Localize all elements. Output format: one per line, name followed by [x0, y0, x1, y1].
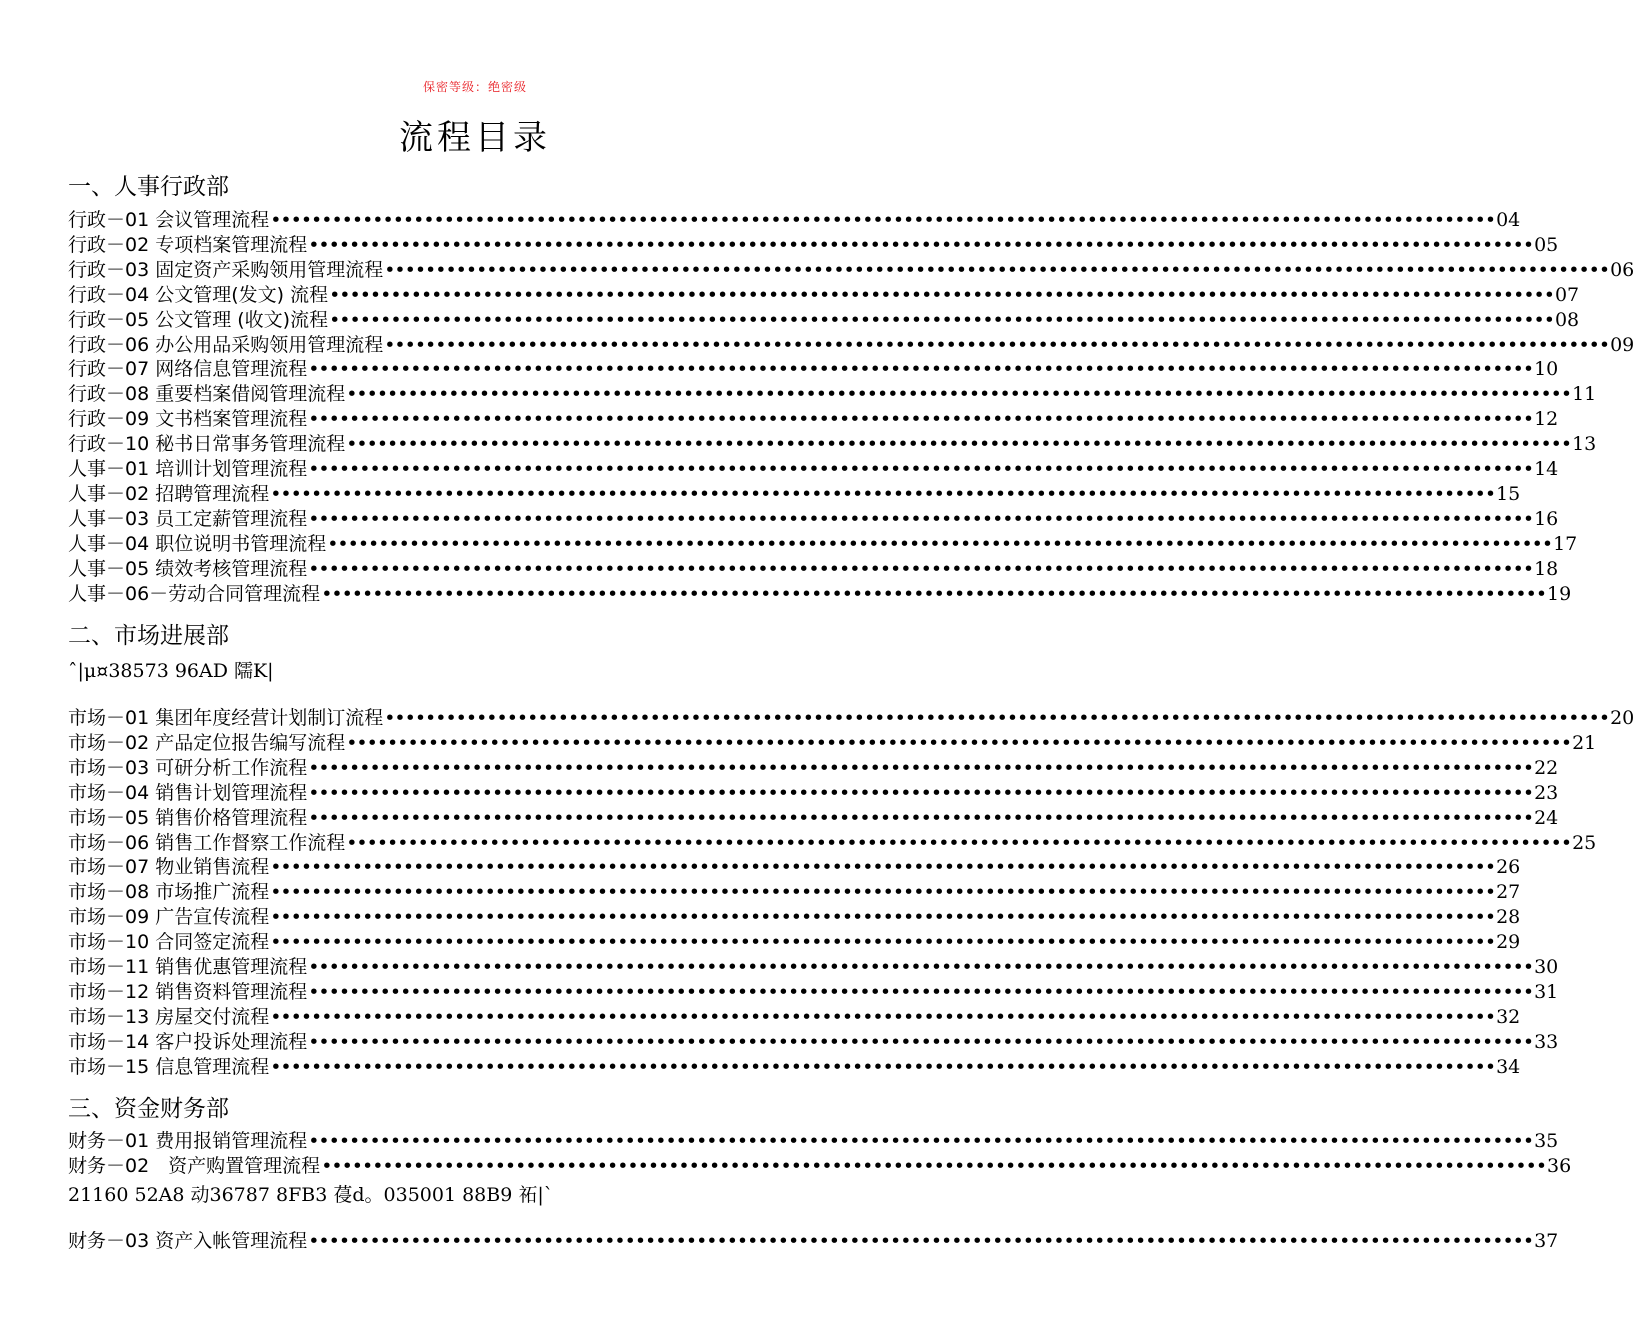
toc-entry-label: 市场－01 集团年度经营计划制订流程: [68, 707, 384, 729]
toc-entry-label: 市场－07 物业销售流程: [68, 856, 270, 878]
toc-entry-page: 05: [1534, 234, 1559, 256]
dot-leader: ••••••••••••••••••••••••••••••••••••••••••••••••••••••••••••••••••••••••••••••••••••••••••••••••••••••••••••••••••••••••: [329, 309, 1554, 331]
toc-entry[interactable]: [68, 1229, 1559, 1254]
toc-entry-page: 09: [1610, 334, 1634, 356]
toc-entry[interactable]: [68, 706, 1634, 731]
toc-entry[interactable]: [68, 980, 1559, 1005]
toc-entry-page: 29: [1496, 931, 1521, 953]
toc-entry-page: 15: [1496, 483, 1521, 505]
dot-leader: ••••••••••••••••••••••••••••••••••••••••••••••••••••••••••••••••••••••••••••••••••••••••••••••••••••••••••••••••••••••••: [308, 458, 1534, 480]
dot-leader: ••••••••••••••••••••••••••••••••••••••••••••••••••••••••••••••••••••••••••••••••••••••••••••••••••••••••••••••••••••••••: [270, 906, 1496, 928]
toc-entry[interactable]: [68, 880, 1521, 905]
toc-entry-page: 04: [1496, 209, 1521, 231]
toc-entry-page: 34: [1496, 1056, 1521, 1078]
toc-entry-page: 35: [1534, 1130, 1559, 1152]
toc-entry[interactable]: [68, 930, 1521, 955]
toc-entry-label: 人事－01 培训计划管理流程: [68, 458, 308, 480]
toc-entry-label: 行政－10 秘书日常事务管理流程: [68, 433, 346, 455]
toc-entry-page: 36: [1547, 1155, 1572, 1177]
garbled-text: ˆ|μ¤38573 96AD 隭K|: [68, 660, 274, 682]
toc-entry[interactable]: [68, 507, 1559, 532]
dot-leader: ••••••••••••••••••••••••••••••••••••••••••••••••••••••••••••••••••••••••••••••••••••••••••••••••••••••••••••••••••••••••: [346, 832, 1572, 854]
toc-entry[interactable]: [68, 283, 1580, 308]
dot-leader: ••••••••••••••••••••••••••••••••••••••••••••••••••••••••••••••••••••••••••••••••••••••••••••••••••••••••••••••••••••••••: [308, 1230, 1534, 1252]
toc-entry-page: 08: [1554, 309, 1580, 331]
toc-entry-page: 16: [1534, 508, 1559, 530]
toc-entry[interactable]: [68, 333, 1634, 358]
toc-entry-label: 市场－04 销售计划管理流程: [68, 782, 308, 804]
toc-entry-label: 市场－10 合同签定流程: [68, 931, 270, 953]
toc-entry-page: 23: [1534, 782, 1559, 804]
dot-leader: ••••••••••••••••••••••••••••••••••••••••••••••••••••••••••••••••••••••••••••••••••••••••••••••••••••••••••••••••••••••••: [308, 956, 1534, 978]
toc-entry[interactable]: [68, 532, 1578, 557]
toc-entry-page: 25: [1572, 832, 1597, 854]
dot-leader: ••••••••••••••••••••••••••••••••••••••••••••••••••••••••••••••••••••••••••••••••••••••••••••••••••••••••••••••••••••••••: [321, 583, 1547, 605]
dot-leader: ••••••••••••••••••••••••••••••••••••••••••••••••••••••••••••••••••••••••••••••••••••••••••••••••••••••••••••••••••••••••: [308, 408, 1534, 430]
section-heading: 一、人事行政部: [68, 174, 229, 200]
dot-leader: ••••••••••••••••••••••••••••••••••••••••••••••••••••••••••••••••••••••••••••••••••••••••••••••••••••••••••••••••••••••••: [384, 707, 1610, 729]
toc-entry-page: 26: [1496, 856, 1521, 878]
toc-entry[interactable]: [68, 905, 1521, 930]
toc-entry-page: 21: [1572, 732, 1597, 754]
dot-leader: ••••••••••••••••••••••••••••••••••••••••••••••••••••••••••••••••••••••••••••••••••••••••••••••••••••••••••••••••••••••••: [270, 856, 1496, 878]
toc-entry-label: 市场－08 市场推广流程: [68, 881, 270, 903]
toc-entry[interactable]: [68, 731, 1597, 756]
toc-entry[interactable]: [68, 457, 1559, 482]
toc-entry-page: 20: [1610, 707, 1634, 729]
toc-entry-label: 市场－11 销售优惠管理流程: [68, 956, 308, 978]
toc-entry-page: 14: [1534, 458, 1559, 480]
classification-label: 保密等级：绝密级: [422, 80, 527, 94]
toc-entry-page: 30: [1534, 956, 1559, 978]
dot-leader: ••••••••••••••••••••••••••••••••••••••••••••••••••••••••••••••••••••••••••••••••••••••••••••••••••••••••••••••••••••••••: [270, 881, 1496, 903]
toc-entry[interactable]: [68, 955, 1559, 980]
toc-entry-page: 37: [1534, 1230, 1559, 1252]
toc-entry-label: 财务－02 资产购置管理流程: [68, 1155, 321, 1177]
dot-leader: ••••••••••••••••••••••••••••••••••••••••••••••••••••••••••••••••••••••••••••••••••••••••••••••••••••••••••••••••••••••••: [308, 508, 1534, 530]
toc-entry[interactable]: [68, 308, 1580, 333]
toc-entry-label: 行政－06 办公用品采购领用管理流程: [68, 334, 384, 356]
toc-entry-page: 32: [1496, 1006, 1521, 1028]
dot-leader: ••••••••••••••••••••••••••••••••••••••••••••••••••••••••••••••••••••••••••••••••••••••••••••••••••••••••••••••••••••••••: [270, 1056, 1496, 1078]
toc-entry[interactable]: [68, 781, 1559, 806]
toc-entry[interactable]: [68, 1005, 1521, 1030]
toc-entry-label: 市场－06 销售工作督察工作流程: [68, 832, 346, 854]
toc-entry-label: 市场－09 广告宣传流程: [68, 906, 270, 928]
toc-entry-label: 行政－07 网络信息管理流程: [68, 358, 308, 380]
dot-leader: ••••••••••••••••••••••••••••••••••••••••••••••••••••••••••••••••••••••••••••••••••••••••••••••••••••••••••••••••••••••••: [308, 1031, 1534, 1053]
dot-leader: ••••••••••••••••••••••••••••••••••••••••••••••••••••••••••••••••••••••••••••••••••••••••••••••••••••••••••••••••••••••••: [308, 757, 1534, 779]
toc-entry-label: 财务－01 费用报销管理流程: [68, 1130, 308, 1152]
toc-entry[interactable]: [68, 432, 1597, 457]
dot-leader: ••••••••••••••••••••••••••••••••••••••••••••••••••••••••••••••••••••••••••••••••••••••••••••••••••••••••••••••••••••••••: [346, 383, 1572, 405]
dot-leader: ••••••••••••••••••••••••••••••••••••••••••••••••••••••••••••••••••••••••••••••••••••••••••••••••••••••••••••••••••••••••: [308, 358, 1534, 380]
toc-entry-page: 12: [1534, 408, 1559, 430]
toc-entry-label: 人事－05 绩效考核管理流程: [68, 558, 308, 580]
toc-entry-page: 24: [1534, 807, 1559, 829]
toc-entry[interactable]: [68, 233, 1559, 258]
toc-entry-label: 行政－05 公文管理 (收文)流程: [68, 309, 329, 331]
dot-leader: ••••••••••••••••••••••••••••••••••••••••••••••••••••••••••••••••••••••••••••••••••••••••••••••••••••••••••••••••••••••••: [270, 1006, 1496, 1028]
toc-entry-page: 11: [1572, 383, 1597, 405]
toc-entry-page: 31: [1534, 981, 1559, 1003]
toc-entry-label: 人事－04 职位说明书管理流程: [68, 533, 327, 555]
dot-leader: ••••••••••••••••••••••••••••••••••••••••••••••••••••••••••••••••••••••••••••••••••••••••••••••••••••••••••••••••••••••••: [346, 433, 1572, 455]
toc-entry[interactable]: [68, 407, 1559, 432]
toc-entry-label: 行政－03 固定资产采购领用管理流程: [68, 259, 384, 281]
toc-entry-label: 行政－02 专项档案管理流程: [68, 234, 308, 256]
toc-entry[interactable]: [68, 806, 1559, 831]
toc-entry[interactable]: [68, 382, 1597, 407]
toc-entry-label: 市场－15 信息管理流程: [68, 1056, 270, 1078]
toc-entry[interactable]: [68, 482, 1521, 507]
toc-entry-page: 33: [1534, 1031, 1559, 1053]
toc-entry-label: 人事－02 招聘管理流程: [68, 483, 270, 505]
section-heading: 二、市场进展部: [68, 623, 229, 649]
toc-entry-page: 10: [1534, 358, 1559, 380]
garbled-text: 21160 52A8 动36787 8FB3 葠d。035001 88B9 祏|`: [68, 1184, 554, 1206]
toc-entry-label: 财务－03 资产入帐管理流程: [68, 1230, 308, 1252]
toc-entry-page: 22: [1534, 757, 1559, 779]
toc-entry-label: 市场－13 房屋交付流程: [68, 1006, 270, 1028]
dot-leader: ••••••••••••••••••••••••••••••••••••••••••••••••••••••••••••••••••••••••••••••••••••••••••••••••••••••••••••••••••••••••: [308, 1130, 1534, 1152]
dot-leader: ••••••••••••••••••••••••••••••••••••••••••••••••••••••••••••••••••••••••••••••••••••••••••••••••••••••••••••••••••••••••: [329, 284, 1554, 306]
toc-entry-label: 人事－06－劳动合同管理流程: [68, 583, 321, 605]
toc-entry[interactable]: [68, 208, 1521, 233]
toc-entry-label: 人事－03 员工定薪管理流程: [68, 508, 308, 530]
toc-entry[interactable]: [68, 756, 1559, 781]
dot-leader: ••••••••••••••••••••••••••••••••••••••••••••••••••••••••••••••••••••••••••••••••••••••••••••••••••••••••••••••••••••••••: [308, 807, 1534, 829]
dot-leader: ••••••••••••••••••••••••••••••••••••••••••••••••••••••••••••••••••••••••••••••••••••••••••••••••••••••••••••••••••••••••: [308, 234, 1534, 256]
toc-entry[interactable]: [68, 1154, 1572, 1179]
toc-entry-label: 行政－01 会议管理流程: [68, 209, 270, 231]
toc-entry-page: 06: [1610, 259, 1634, 281]
section-heading: 三、资金财务部: [68, 1096, 229, 1122]
toc-entry-page: 19: [1547, 583, 1572, 605]
toc-entry-label: 市场－02 产品定位报告编写流程: [68, 732, 346, 754]
dot-leader: ••••••••••••••••••••••••••••••••••••••••••••••••••••••••••••••••••••••••••••••••••••••••••••••••••••••••••••••••••••••••: [308, 558, 1534, 580]
toc-entry[interactable]: [68, 1030, 1559, 1055]
toc-entry-label: 市场－05 销售价格管理流程: [68, 807, 308, 829]
toc-entry-label: 行政－08 重要档案借阅管理流程: [68, 383, 346, 405]
toc-entry-page: 13: [1572, 433, 1597, 455]
toc-entry-page: 18: [1534, 558, 1559, 580]
toc-entry-label: 市场－12 销售资料管理流程: [68, 981, 308, 1003]
toc-entry-label: 行政－04 公文管理(发文) 流程: [68, 284, 329, 306]
dot-leader: ••••••••••••••••••••••••••••••••••••••••••••••••••••••••••••••••••••••••••••••••••••••••••••••••••••••••••••••••••••••••: [270, 931, 1496, 953]
dot-leader: ••••••••••••••••••••••••••••••••••••••••••••••••••••••••••••••••••••••••••••••••••••••••••••••••••••••••••••••••••••••••: [270, 483, 1496, 505]
toc-entry[interactable]: [68, 557, 1559, 582]
toc-entry[interactable]: [68, 582, 1572, 607]
dot-leader: ••••••••••••••••••••••••••••••••••••••••••••••••••••••••••••••••••••••••••••••••••••••••••••••••••••••••••••••••••••••••: [270, 209, 1496, 231]
toc-entry[interactable]: [68, 357, 1559, 382]
toc-entry-page: 17: [1553, 533, 1578, 555]
toc-entry-page: 28: [1496, 906, 1521, 928]
toc-entry-label: 行政－09 文书档案管理流程: [68, 408, 308, 430]
dot-leader: ••••••••••••••••••••••••••••••••••••••••••••••••••••••••••••••••••••••••••••••••••••••••••••••••••••••••••••••••••••••••: [327, 533, 1553, 555]
dot-leader: ••••••••••••••••••••••••••••••••••••••••••••••••••••••••••••••••••••••••••••••••••••••••••••••••••••••••••••••••••••••••: [308, 981, 1534, 1003]
dot-leader: ••••••••••••••••••••••••••••••••••••••••••••••••••••••••••••••••••••••••••••••••••••••••••••••••••••••••••••••••••••••••: [384, 259, 1610, 281]
toc-entry[interactable]: [68, 1055, 1521, 1080]
toc-entry[interactable]: [68, 1129, 1559, 1154]
dot-leader: ••••••••••••••••••••••••••••••••••••••••••••••••••••••••••••••••••••••••••••••••••••••••••••••••••••••••••••••••••••••••: [321, 1155, 1547, 1177]
toc-entry-label: 市场－03 可研分析工作流程: [68, 757, 308, 779]
toc-entry-page: 27: [1496, 881, 1521, 903]
toc-entry-page: 07: [1554, 284, 1580, 306]
page-title: 流程目录: [399, 118, 551, 158]
toc-entry[interactable]: [68, 831, 1597, 856]
toc-entry-label: 市场－14 客户投诉处理流程: [68, 1031, 308, 1053]
dot-leader: ••••••••••••••••••••••••••••••••••••••••••••••••••••••••••••••••••••••••••••••••••••••••••••••••••••••••••••••••••••••••: [346, 732, 1572, 754]
dot-leader: ••••••••••••••••••••••••••••••••••••••••••••••••••••••••••••••••••••••••••••••••••••••••••••••••••••••••••••••••••••••••: [384, 334, 1610, 356]
toc-entry[interactable]: [68, 258, 1634, 283]
dot-leader: ••••••••••••••••••••••••••••••••••••••••••••••••••••••••••••••••••••••••••••••••••••••••••••••••••••••••••••••••••••••••: [308, 782, 1534, 804]
toc-entry[interactable]: [68, 855, 1521, 880]
